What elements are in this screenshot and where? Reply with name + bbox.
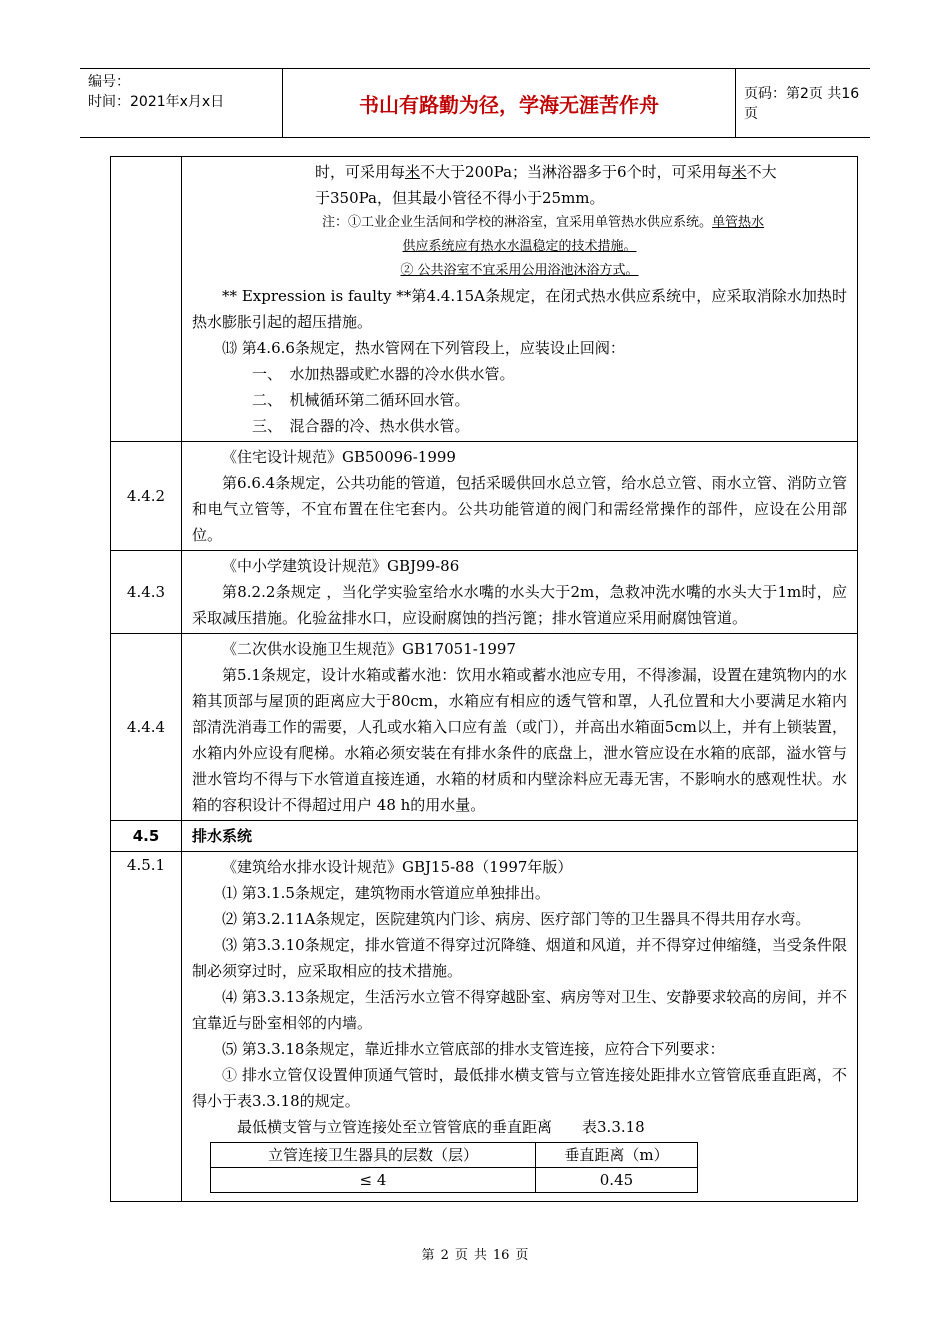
text-span: 米 xyxy=(405,163,421,181)
row-number: 4.4.4 xyxy=(111,634,182,821)
table-row xyxy=(111,157,858,442)
page-footer xyxy=(0,1244,950,1263)
header-page-label: 页码：第2页 共16页 xyxy=(744,86,860,122)
table-row xyxy=(111,634,858,821)
list-item: 一、 水加热器或贮水器的冷水供水管。 xyxy=(252,365,515,383)
list-item: 二、 机械循环第二循环回水管。 xyxy=(252,391,470,409)
row-content xyxy=(182,852,858,1202)
footer-text: 共 xyxy=(473,1248,487,1263)
distance-table xyxy=(210,1142,698,1193)
note xyxy=(192,259,847,283)
table-row xyxy=(111,442,858,551)
column-header: 立管连接卫生器具的层数（层） xyxy=(211,1143,536,1168)
table-cell: ≤ 4 xyxy=(211,1168,536,1193)
row-content xyxy=(182,551,858,634)
text-span: 供应系统应有热水水温稳定的技术措施。 xyxy=(402,239,637,254)
header-meta xyxy=(80,69,282,137)
footer-text: 第 xyxy=(421,1248,435,1263)
table-row xyxy=(211,1143,698,1168)
paragraph: 《建筑给水排水设计规范》GBJ15-88（1997年版） xyxy=(222,858,573,876)
paragraph: 第6.6.4条规定，公共功能的管道，包括采暖供回水总立管，给水总立管、雨水立管、消防立管和电气立管等，不宜布置在住宅套内。公共功能管道的阀门和需经常操作的部件，应设在公用部位。 xyxy=(192,474,847,544)
number-label: 编号： xyxy=(88,74,130,90)
text-span: 注：①工业企业生活间和学校的淋浴室，宜采用单管热水供应系统。 xyxy=(322,215,713,230)
text-span: 时，可采用每 xyxy=(315,163,406,181)
row-number: 4.4.2 xyxy=(111,442,182,551)
row-number: 4.5.1 xyxy=(111,852,182,1202)
paragraph: ⑶ 第3.3.10条规定，排水管道不得穿过沉降缝、烟道和风道，并不得穿过伸缩缝，当受条件限制必须穿过时，应采取相应的技术措施。 xyxy=(192,936,847,980)
text-span: 不大 xyxy=(746,163,777,181)
footer-page: 2 xyxy=(440,1248,449,1263)
paragraph: ⑵ 第3.2.11A条规定，医院建筑内门诊、病房、医疗部门等的卫生器具不得共用存水弯。 xyxy=(222,910,811,928)
paragraph: 第5.1条规定，设计水箱或蓄水池：饮用水箱或蓄水池应专用，不得渗漏，设置在建筑物内的水箱其顶部与屋顶的距离应大于80cm，水箱应有相应的透气管和罩，人孔位置和大小要满足水箱内部清洗消毒工作的需要，人孔或水箱入口应有盖（或门），并高出水箱面5cm以上，并有上锁装置，水箱内外应设有爬梯。水箱必须安装在有排水条件的底盘上，泄水管应设在水箱的底部，溢水管与泄水管均不得与下水管道直接连通，水箱的材质和内壁涂料应无毒无害，不影响水的感观性状。水箱的容积设计不得超过用户 48 h的用水量。 xyxy=(192,666,847,814)
list-item: 三、 混合器的冷、热水供水管。 xyxy=(252,417,470,435)
footer-text: 页 xyxy=(454,1248,468,1263)
text-span: 米 xyxy=(731,163,747,181)
note xyxy=(192,211,847,235)
paragraph: ** Expression is faulty **第4.4.15A条规定，在闭式热水供应系统中，应采取消除水加热时热水膨胀引起的超压措施。 xyxy=(192,287,847,331)
paragraph xyxy=(192,159,847,185)
text-span: 单管热水 xyxy=(712,215,765,230)
footer-text: 页 xyxy=(515,1248,529,1263)
row-content xyxy=(182,634,858,821)
paragraph: 于350Pa，但其最小管径不得小于25mm。 xyxy=(315,189,605,207)
paragraph: ⒀ 第4.6.6条规定，热水管网在下列管段上，应装设止回阀： xyxy=(222,339,625,357)
row-number: 4.4.3 xyxy=(111,551,182,634)
row-number xyxy=(111,157,182,442)
table-caption: 最低横支管与立管连接处至立管管底的垂直距离 表3.3.18 xyxy=(237,1118,645,1136)
section-number: 4.5 xyxy=(111,821,182,852)
table-row xyxy=(211,1168,698,1193)
paragraph: ⑸ 第3.3.18条规定，靠近排水立管底部的排水支管连接，应符合下列要求： xyxy=(222,1040,725,1058)
date-label: 时间：2021年x月x日 xyxy=(88,94,225,110)
paragraph: ① 排水立管仅设置伸顶通气管时，最低排水横支管与立管连接处距排水立管管底垂直距离，不得小于表3.3.18的规定。 xyxy=(192,1066,847,1110)
table-row xyxy=(111,821,858,852)
table-row xyxy=(111,852,858,1202)
header-motto: 书山有路勤为径，学海无涯苦作舟 xyxy=(282,69,736,137)
regulation-table xyxy=(110,156,858,1202)
section-title: 排水系统 xyxy=(182,821,858,852)
page-header xyxy=(80,68,870,138)
paragraph: ⑴ 第3.1.5条规定，建筑物雨水管道应单独排出。 xyxy=(222,884,550,902)
row-content xyxy=(182,157,858,442)
footer-total: 16 xyxy=(492,1248,510,1263)
paragraph: 《二次供水设施卫生规范》GB17051-1997 xyxy=(222,640,516,658)
row-content xyxy=(182,442,858,551)
paragraph: 《住宅设计规范》GB50096-1999 xyxy=(222,448,456,466)
column-header: 垂直距离（m） xyxy=(535,1143,697,1168)
table-row xyxy=(111,551,858,634)
text-span: ② 公共浴室不宜采用公用浴池沐浴方式。 xyxy=(400,263,639,278)
text-span: 不大于200Pa；当淋浴器多于6个时，可采用每 xyxy=(420,163,732,181)
note xyxy=(192,235,847,259)
paragraph: ⑷ 第3.3.13条规定，生活污水立管不得穿越卧室、病房等对卫生、安静要求较高的房间，并不宜靠近与卧室相邻的内墙。 xyxy=(192,988,847,1032)
table-cell: 0.45 xyxy=(535,1168,697,1193)
paragraph: 《中小学建筑设计规范》GBJ99-86 xyxy=(222,557,460,575)
paragraph: 第8.2.2条规定 ，当化学实验室给水水嘴的水头大于2m，急救冲洗水嘴的水头大于1m时，应采取减压措施。化验盆排水口，应设耐腐蚀的挡污篦；排水管道应采用耐腐蚀管道。 xyxy=(192,583,847,627)
